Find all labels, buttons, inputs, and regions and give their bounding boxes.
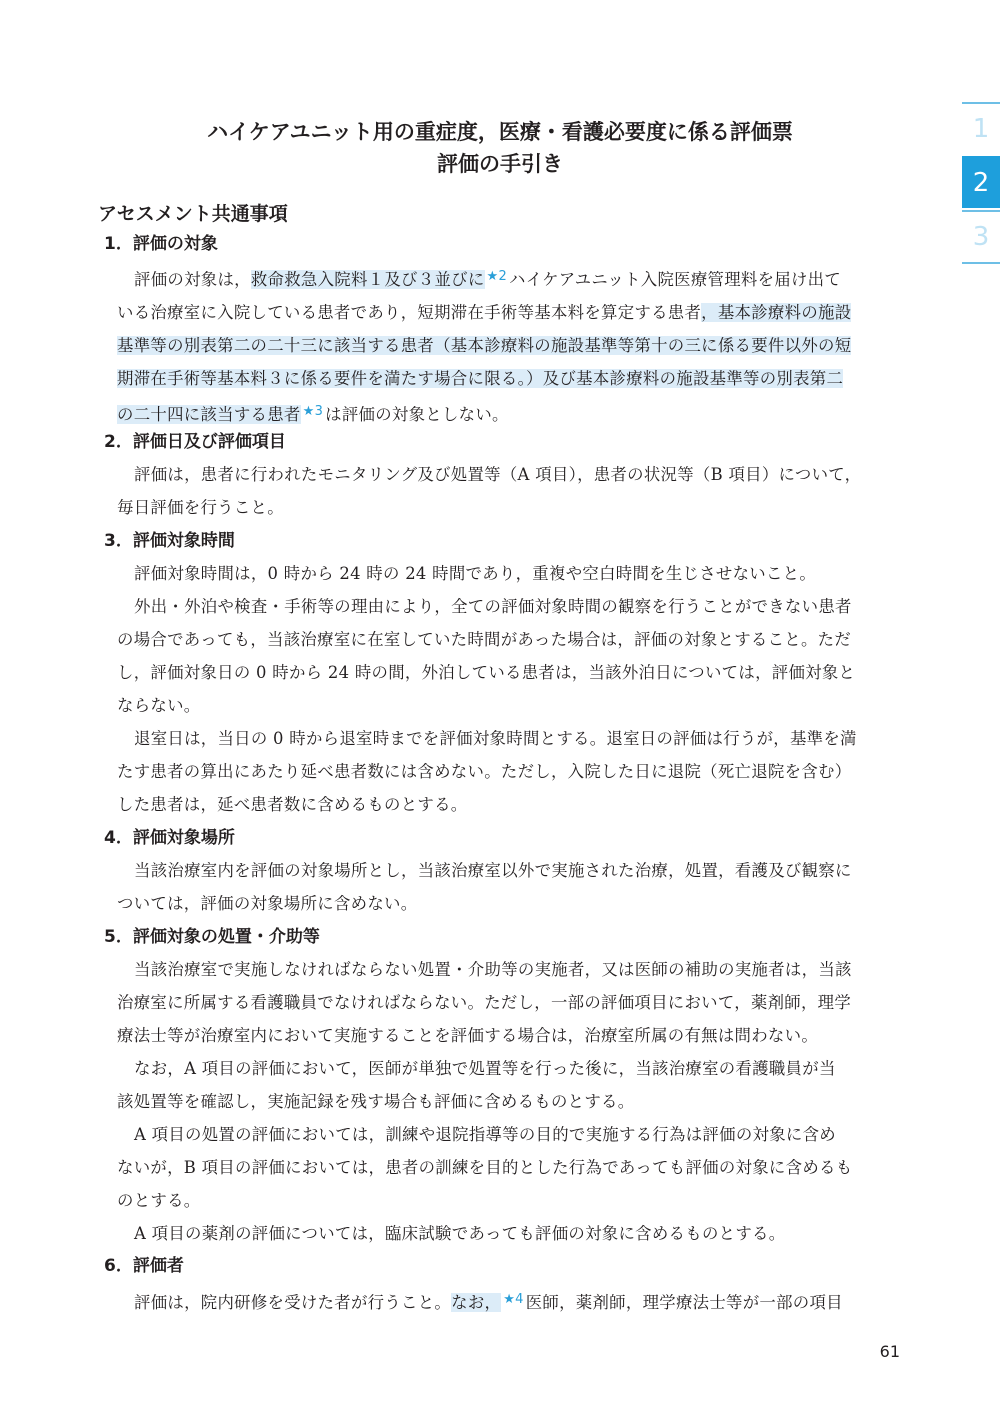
p6-text-a: 評価は，院内研修を受けた者が行うこと。 bbox=[134, 1293, 452, 1312]
p4-line-2: ついては，評価の対象場所に含めない。 bbox=[117, 894, 418, 913]
paragraph-3c bbox=[117, 722, 907, 821]
heading-4: 4．評価対象場所 bbox=[104, 828, 235, 848]
p3c-line-3: した患者は，延べ患者数に含めるものとする。 bbox=[117, 795, 468, 814]
p1-highlight-g: 期滞在手術等基本料３に係る要件を満たす場合に限る。）及び基本診療料の施設基準等の別表第二 bbox=[117, 369, 844, 388]
p1-line-2 bbox=[117, 296, 907, 329]
p1-highlight-h: の二十四に該当する患者 bbox=[117, 405, 301, 424]
document-title: ハイケアユニット用の重症度，医療・看護必要度に係る評価票 bbox=[207, 120, 793, 144]
paragraph-3b bbox=[117, 590, 907, 722]
p6-text-c: 医師，薬剤師，理学療法士等が一部の項目 bbox=[525, 1293, 843, 1312]
p1-highlight-e: ，基本診療料の施設 bbox=[701, 303, 852, 322]
p1-line-1 bbox=[117, 260, 907, 296]
p5c-line-3: のとする。 bbox=[117, 1191, 201, 1210]
p6-highlight-b: なお， bbox=[451, 1293, 502, 1312]
paragraph-3a bbox=[117, 557, 907, 590]
star-4-icon[interactable]: ★4 bbox=[503, 1292, 524, 1307]
p3c-line-1: 退室日は，当日の 0 時から退室時までを評価対象時間とする。退室日の評価は行うが，基準を満 bbox=[134, 729, 857, 748]
chapter-tab-1[interactable]: 1 bbox=[962, 102, 1000, 154]
p1-highlight-f: 基準等の別表第二の二十三に該当する患者（基本診療料の施設基準等第十の三に係る要件以外の短 bbox=[117, 336, 852, 355]
p3b-line-2: の場合であっても，当該治療室に在室していた時間があった場合は，評価の対象とすること。ただ bbox=[117, 630, 852, 649]
p5a-line-3: 療法士等が治療室内において実施することを評価する場合は，治療室所属の有無は問わない。 bbox=[117, 1026, 819, 1045]
p2-line-1: 評価は，患者に行われたモニタリング及び処置等（A 項目），患者の状況等（B 項目）について， bbox=[134, 465, 862, 484]
chapter-tab-3[interactable]: 3 bbox=[962, 210, 1000, 264]
paragraph-5a bbox=[117, 953, 907, 1052]
p3a-line-1: 評価対象時間は，0 時から 24 時の 24 時間であり，重複や空白時間を生じさせないこと。 bbox=[134, 564, 817, 583]
p5c-line-1: A 項目の処置の評価においては，訓練や退院指導等の目的で実施する行為は評価の対象に含め bbox=[134, 1125, 836, 1144]
heading-1: 1．評価の対象 bbox=[104, 234, 218, 254]
p5b-line-2: 該処置等を確認し，実施記録を残す場合も評価に含めるものとする。 bbox=[117, 1092, 635, 1111]
paragraph-6 bbox=[117, 1283, 907, 1319]
star-3-icon[interactable]: ★3 bbox=[302, 404, 324, 419]
p1-text-c: ハイケアユニット入院医療管理料を届け出て bbox=[509, 270, 842, 289]
p3b-line-4: ならない。 bbox=[117, 696, 201, 715]
paragraph-1 bbox=[117, 260, 907, 431]
chapter-tab-2-active[interactable]: 2 bbox=[962, 156, 1000, 208]
p5b-line-1: なお，A 項目の評価において，医師が単独で処置等を行った後に，当該治療室の看護職員が当 bbox=[134, 1059, 836, 1078]
heading-6: 6．評価者 bbox=[104, 1256, 184, 1276]
p1-text-a: 評価の対象は， bbox=[134, 270, 251, 289]
p3b-line-1: 外出・外泊や検査・手術等の理由により，全ての評価対象時間の観察を行うことができない患者 bbox=[134, 597, 852, 616]
heading-2: 2．評価日及び評価項目 bbox=[104, 432, 286, 452]
p3b-line-3: し，評価対象日の 0 時から 24 時の間，外泊している患者は，当該外泊日については，評価対象と bbox=[117, 663, 856, 682]
section-title: アセスメント共通事項 bbox=[98, 203, 288, 225]
p1-line-5 bbox=[117, 395, 907, 431]
paragraph-2 bbox=[117, 458, 907, 524]
heading-3: 3．評価対象時間 bbox=[104, 531, 235, 551]
p5a-line-1: 当該治療室で実施しなければならない処置・介助等の実施者，又は医師の補助の実施者は，当該 bbox=[134, 960, 852, 979]
paragraph-5d bbox=[117, 1217, 907, 1250]
heading-5: 5．評価対象の処置・介助等 bbox=[104, 927, 320, 947]
p1-line-4 bbox=[117, 362, 907, 395]
paragraph-5b bbox=[117, 1052, 907, 1118]
p5d-line-1: A 項目の薬剤の評価については，臨床試験であっても評価の対象に含めるものとする。 bbox=[134, 1224, 786, 1243]
p1-text-d: いる治療室に入院している患者であり，短期滞在手術等基本料を算定する患者 bbox=[117, 303, 702, 322]
star-2-icon[interactable]: ★2 bbox=[486, 269, 508, 284]
document-subtitle: 評価の手引き bbox=[437, 152, 563, 176]
paragraph-5c bbox=[117, 1118, 907, 1217]
p4-line-1: 当該治療室内を評価の対象場所とし，当該治療室以外で実施された治療，処置，看護及び観察に bbox=[134, 861, 852, 880]
p1-highlight-b: 救命救急入院料１及び３並びに bbox=[250, 270, 485, 289]
p2-line-2: 毎日評価を行うこと。 bbox=[117, 498, 284, 517]
page-number: 61 bbox=[879, 1342, 900, 1361]
p5a-line-2: 治療室に所属する看護職員でなければならない。ただし，一部の評価項目において，薬剤師，理学 bbox=[117, 993, 852, 1012]
p6-line-1 bbox=[117, 1283, 907, 1319]
paragraph-4 bbox=[117, 854, 907, 920]
p3c-line-2: たす患者の算出にあたり延べ患者数には含めない。ただし，入院した日に退院（死亡退院を含む） bbox=[117, 762, 852, 781]
p5c-line-2: ないが，B 項目の評価においては，患者の訓練を目的とした行為であっても評価の対象に含めるも bbox=[117, 1158, 853, 1177]
p1-text-i: は評価の対象としない。 bbox=[325, 405, 509, 424]
p1-line-3 bbox=[117, 329, 907, 362]
